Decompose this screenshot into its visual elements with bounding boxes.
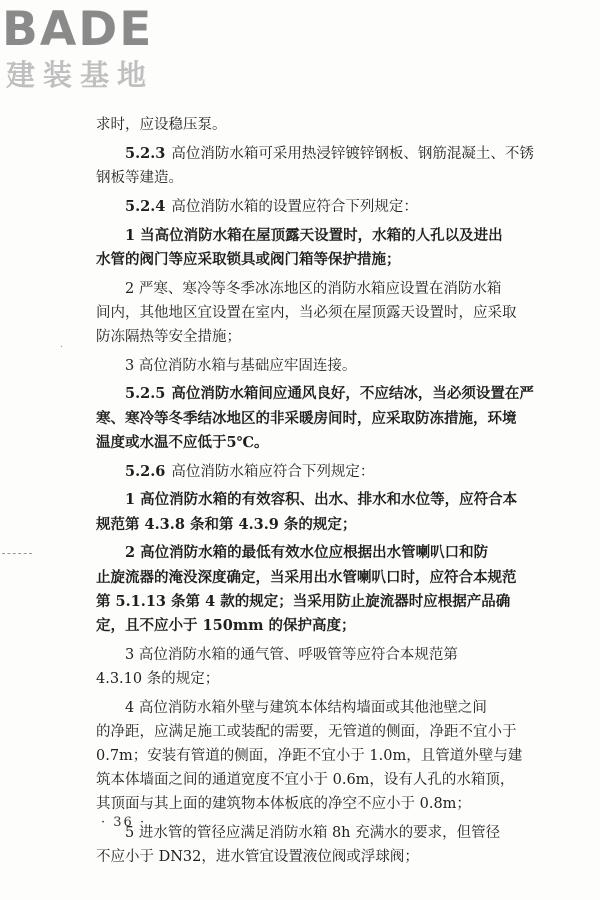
text-line	[96, 325, 516, 349]
paragraph	[96, 643, 516, 691]
text-line	[96, 354, 516, 378]
text-line	[96, 488, 516, 512]
line-text: 高位消防水箱间应通风良好，不应结冰，当必须设置在严	[171, 385, 534, 403]
text-line	[96, 166, 516, 190]
line-text: 止旋流器的淹没深度确定，当采用出水管喇叭口时，应符合本规范	[96, 568, 517, 586]
text-line	[96, 744, 523, 768]
paragraph	[96, 224, 516, 272]
line-text: 的净距，应满足施工或装配的需要，无管道的侧面，净距不宜小于	[96, 723, 517, 740]
text-line	[96, 277, 516, 301]
clause-paragraph	[96, 382, 534, 455]
text-line	[96, 821, 516, 845]
line-text: 间内，其他地区宜设置在室内，当必须在屋顶露天设置时，应采取	[96, 304, 517, 321]
line-text: 防冻隔热等安全措施；	[96, 328, 241, 345]
line-text: 高位消防水箱可采用热浸锌镀锌钢板、钢筋混凝土、不锈	[171, 145, 534, 162]
document-body	[96, 113, 534, 874]
paragraph	[96, 277, 516, 350]
page-number: · 36 ·	[101, 815, 147, 830]
line-text: 寒、寒冷等冬季结冰地区的非采暖房间时，应采取防冻措施，环境	[96, 409, 517, 427]
line-text: 温度或水温不应低于5℃。	[96, 433, 269, 451]
line-text: 高位消防水箱应符合下列规定：	[171, 463, 375, 480]
text-line	[96, 224, 516, 248]
line-text: 5 进水管的管径应满足消防水箱 8h 充满水的要求，但管径	[125, 825, 501, 842]
logo-subtitle: 建装基地	[6, 58, 155, 92]
line-text: 定，且不应小于 150mm 的保护高度；	[96, 616, 356, 634]
text-line	[96, 113, 516, 137]
line-text: 3 高位消防水箱与基础应牢固连接。	[125, 357, 357, 374]
line-text: 规范第 4.3.8 条和第 4.3.9 条的规定；	[96, 515, 357, 533]
bade-logo	[2, 4, 177, 96]
clause-paragraph	[96, 195, 516, 219]
margin-tick: ·	[60, 342, 64, 353]
paragraph	[96, 696, 523, 817]
text-line	[96, 590, 516, 614]
line-text: 筑本体墙面之间的通道宽度不宜小于 0.6m，设有人孔的水箱顶，	[96, 772, 515, 789]
clause-number: 5.2.6	[125, 462, 166, 480]
line-text: 不应小于 DN32，进水管宜设置液位阀或浮球阀；	[96, 849, 419, 866]
text-line	[96, 720, 516, 744]
text-line	[96, 431, 516, 455]
paragraph	[96, 354, 516, 378]
line-text: 4.3.10 条的规定；	[96, 670, 220, 687]
text-line	[96, 541, 516, 565]
text-line	[96, 301, 516, 325]
text-line	[96, 768, 516, 792]
line-text: 3 高位消防水箱的通气管、呼吸管等应符合本规范第	[125, 646, 458, 663]
text-line	[96, 566, 516, 590]
margin-mark	[2, 553, 32, 555]
clause-number: 5.2.3	[125, 144, 166, 162]
clause-number: 5.2.4	[125, 197, 166, 215]
line-text: 2 严寒、寒冷等冬季冰冻地区的消防水箱应设置在消防水箱	[125, 280, 502, 297]
clause-paragraph	[96, 460, 516, 484]
text-line	[96, 845, 516, 869]
text-line	[96, 407, 516, 431]
text-line	[96, 142, 534, 166]
clause-paragraph	[96, 142, 534, 190]
clause-number: 5.2.5	[125, 385, 166, 403]
line-text: 1 高位消防水箱的有效容积、出水、排水和水位等，应符合本	[125, 491, 518, 509]
line-text: 求时，应设稳压泵。	[96, 117, 227, 133]
line-text: 4 高位消防水箱外壁与建筑本体结构墙面或其他池壁之间	[125, 699, 487, 716]
line-text: 高位消防水箱的设置应符合下列规定：	[171, 198, 418, 215]
logo-word: BADE	[2, 2, 154, 57]
paragraph	[96, 488, 516, 536]
line-text: 钢板等建造。	[96, 169, 183, 186]
text-line	[96, 460, 516, 484]
paragraph	[96, 821, 516, 869]
text-line	[96, 792, 516, 816]
text-line	[96, 382, 534, 406]
text-line	[96, 614, 516, 638]
line-text: 其顶面与其上面的建筑物本体板底的净空不应小于 0.8m；	[96, 796, 471, 813]
text-line	[96, 248, 516, 272]
text-line	[96, 195, 516, 219]
text-line	[96, 513, 516, 537]
line-text: 0.7m；安装有管道的侧面，净距不宜小于 1.0m，且管道外壁与建	[96, 748, 523, 765]
line-text: 水管的阀门等应采取锁具或阀门箱等保护措施；	[96, 250, 401, 268]
paragraph	[96, 541, 516, 638]
line-text: 2 高位消防水箱的最低有效水位应根据出水管喇叭口和防	[125, 544, 489, 562]
text-line	[96, 696, 516, 720]
line-text: 1 当高位消防水箱在屋顶露天设置时，水箱的人孔以及进出	[125, 226, 503, 244]
text-line	[96, 667, 516, 691]
line-text: 第 5.1.13 条第 4 款的规定；当采用防止旋流器时应根据产品确	[96, 592, 511, 610]
text-line	[96, 643, 516, 667]
paragraph	[96, 113, 516, 137]
